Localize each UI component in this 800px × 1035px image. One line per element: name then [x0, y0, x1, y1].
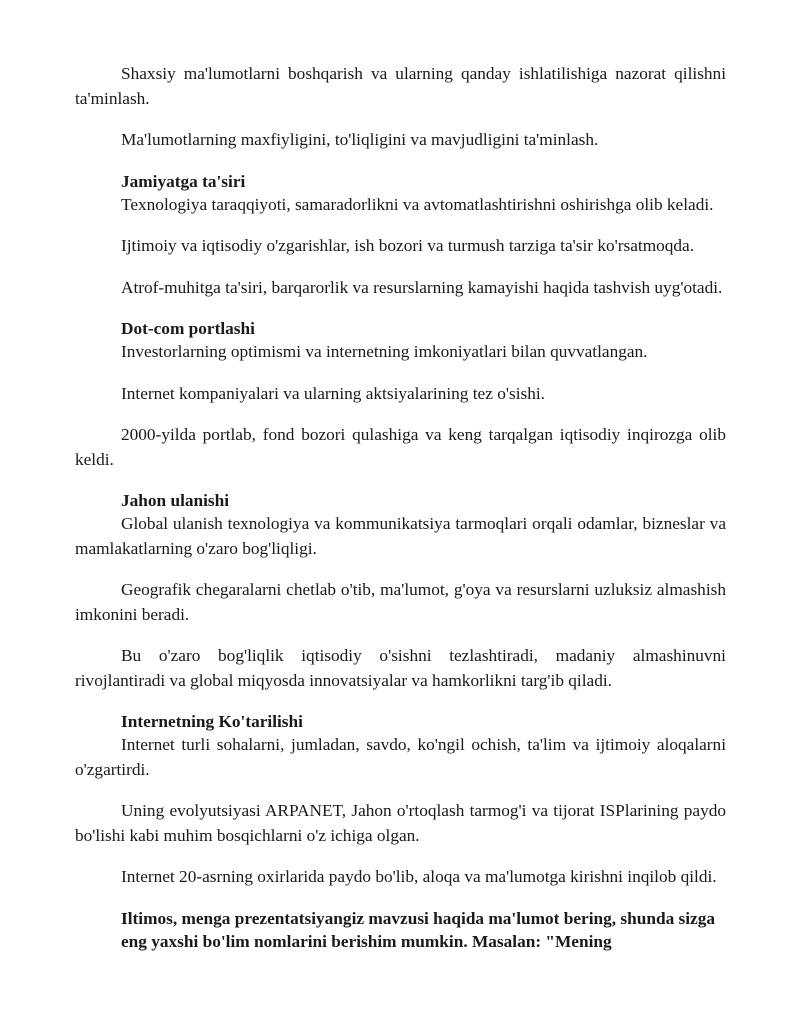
section-paragraph: Atrof-muhitga ta'siri, barqarorlik va resurslarning kamayishi haqida tashvish uyg'otadi. [121, 277, 723, 297]
intro-paragraph-1: Shaxsiy ma'lumotlarni boshqarish va ularning qanday ishlatilishiga nazorat qilishni ta'minlash. [75, 64, 726, 108]
section-jamiyatga-tasiri [75, 170, 726, 301]
section-internetning-kotarilishi [75, 710, 726, 890]
section-paragraph: Global ulanish texnologiya va kommunikatsiya tarmoqlari orqali odamlar, bizneslar va mamlakatlarning o'zaro bog'liqligi. [75, 514, 726, 558]
section-paragraph: Bu o'zaro bog'liqlik iqtisodiy o'sishni tezlashtiradi, madaniy almashinuvni rivojlantiradi va global miqyosda innovatsiyalar va hamkorlikni targ'ib qiladi. [75, 646, 726, 690]
section-paragraph: Internet kompaniyalari va ularning aktsiyalarining tez o'sishi. [121, 383, 545, 403]
section-heading: Internetning Ko'tarilishi [121, 712, 303, 731]
document-page [75, 62, 726, 954]
section-paragraph: Internet 20-asrning oxirlarida paydo bo'lib, aloqa va ma'lumotga kirishni inqilob qildi. [121, 867, 717, 886]
section-paragraph: Internet turli sohalarni, jumladan, savdo, ko'ngil ochish, ta'lim va ijtimoiy aloqalarni o'zgartirdi. [75, 735, 726, 779]
section-dot-com-portlashi [75, 317, 726, 472]
section-paragraph: 2000-yilda portlab, fond bozori qulashiga va keng tarqalgan iqtisodiy inqirozga olib keldi. [75, 425, 726, 469]
intro-paragraph-2: Ma'lumotlarning maxfiyligini, to'liqligini va mavjudligini ta'minlash. [121, 130, 599, 149]
section-heading: Jahon ulanishi [121, 491, 230, 510]
section-paragraph: Investorlarning optimismi va internetning imkoniyatlari bilan quvvatlangan. [121, 342, 648, 361]
section-jahon-ulanishi [75, 489, 726, 693]
section-paragraph: Geografik chegaralarni chetlab o'tib, ma'lumot, g'oya va resurslarni uzluksiz almashish imkonini beradi. [75, 580, 726, 624]
section-paragraph: Uning evolyutsiyasi ARPANET, Jahon o'rtoqlash tarmog'i va tijorat ISPlarining paydo bo'lishi kabi muhim bosqichlarni o'z ichiga olgan. [75, 801, 726, 845]
section-paragraph: Texnologiya taraqqiyoti, samaradorlikni va avtomatlashtirishni oshirishga olib keladi. [121, 194, 714, 214]
section-heading: Dot-com portlashi [121, 319, 255, 338]
section-paragraph: Ijtimoiy va iqtisodiy o'zgarishlar, ish bozori va turmush tarziga ta'sir ko'rsatmoqda. [121, 236, 695, 255]
section-heading: Jamiyatga ta'siri [121, 171, 246, 191]
closing-paragraph: Iltimos, menga prezentatsiyangiz mavzusi haqida ma'lumot bering, shunda sizga eng yaxshi bo'lim nomlarini berishim mumkin. Masalan: "Mening [121, 908, 716, 951]
